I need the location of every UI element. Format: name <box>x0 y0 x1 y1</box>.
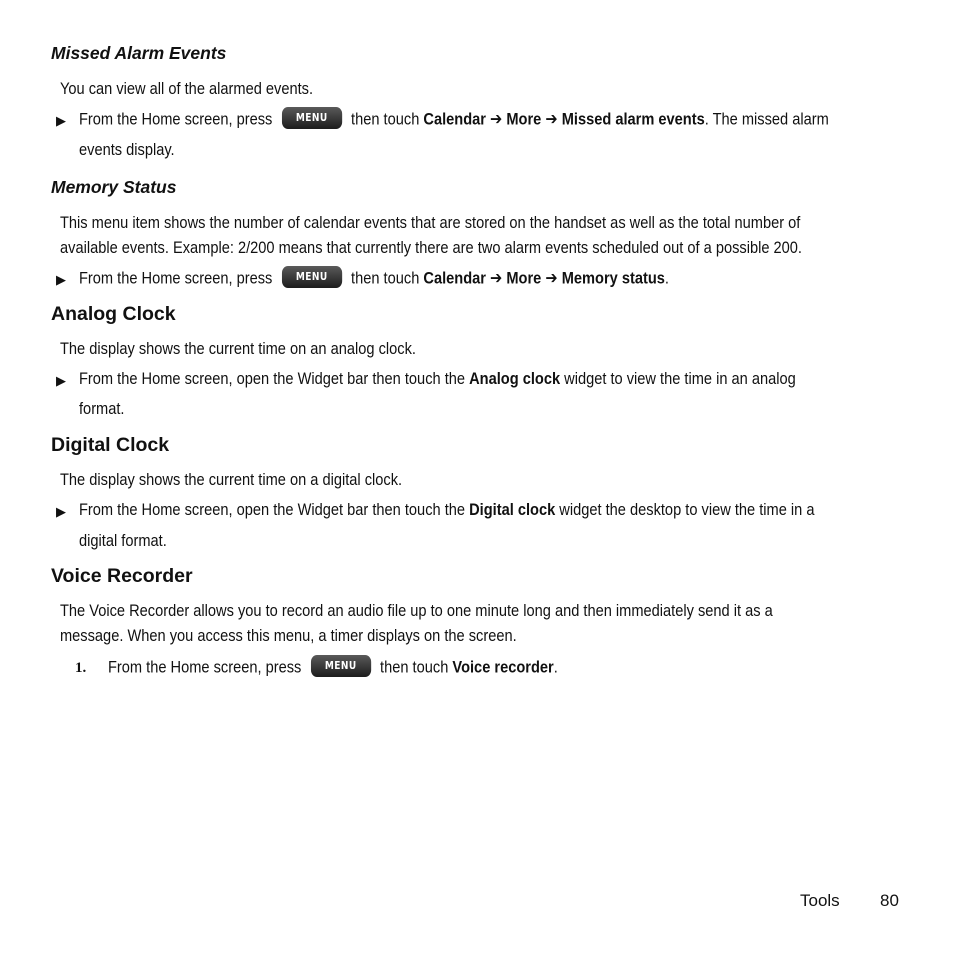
bullet-arrow-icon: ▶ <box>56 113 66 128</box>
bullet-arrow-icon: ▶ <box>56 373 66 388</box>
paragraph: The display shows the current time on an analog clock. <box>60 339 416 358</box>
step-text: . <box>553 657 558 677</box>
step-line <box>79 369 796 389</box>
step-number: 1. <box>75 660 87 676</box>
step-text: widget the desktop to view the time in a <box>559 500 815 519</box>
page-number: 80 <box>880 891 899 910</box>
step-text: widget to view the time in an analog <box>564 369 796 388</box>
step-continuation: digital format. <box>79 531 167 550</box>
paragraph: The display shows the current time on a digital clock. <box>60 470 403 489</box>
menu-key-icon: MENU <box>311 655 371 677</box>
step-text: . The missed alarm <box>704 109 829 129</box>
subheading-missed-alarm-events: Missed Alarm Events <box>51 43 227 63</box>
paragraph: You can view all of the alarmed events. <box>60 79 314 98</box>
paragraph: This menu item shows the number of calendar events that are stored on the handset as well as the total number of <box>60 213 801 232</box>
step-text: From the Home screen, press <box>108 657 302 677</box>
step-text: From the Home screen, open the Widget bar then touch the <box>79 500 466 519</box>
path-missed-alarm-events: Missed alarm events <box>561 109 705 129</box>
menu-key-icon: MENU <box>282 107 342 129</box>
step-text: From the Home screen, press <box>79 109 273 129</box>
step-line <box>108 657 558 679</box>
bullet-arrow-icon: ▶ <box>56 504 66 519</box>
step-text: then touch <box>380 657 449 677</box>
path-calendar: Calendar <box>423 268 486 288</box>
subheading-memory-status: Memory Status <box>51 177 177 197</box>
footer-section: Tools <box>800 891 840 910</box>
step-continuation: events display. <box>79 140 175 159</box>
step-line <box>79 109 829 131</box>
step-text: then touch <box>351 109 420 129</box>
path-more: More <box>506 268 542 288</box>
arrow-right-icon: ➔ <box>490 268 503 288</box>
step-text: then touch <box>351 268 420 288</box>
step-continuation: format. <box>79 399 125 418</box>
step-line <box>79 500 814 520</box>
step-text: From the Home screen, open the Widget bar then touch the <box>79 369 466 388</box>
target-voice-recorder: Voice recorder <box>452 657 554 677</box>
path-more: More <box>506 109 542 129</box>
paragraph: available events. Example: 2/200 means that currently there are two alarm events scheduled out of a possible 200. <box>60 238 802 257</box>
heading-voice-recorder: Voice Recorder <box>51 565 193 587</box>
paragraph: message. When you access this menu, a timer displays on the screen. <box>60 626 517 645</box>
heading-analog-clock: Analog Clock <box>51 303 176 325</box>
bullet-arrow-icon: ▶ <box>56 272 66 287</box>
path-calendar: Calendar <box>423 109 486 129</box>
heading-digital-clock: Digital Clock <box>51 434 170 456</box>
menu-key-icon: MENU <box>282 266 342 288</box>
step-text: From the Home screen, press <box>79 268 273 288</box>
arrow-right-icon: ➔ <box>545 109 558 129</box>
step-line <box>79 268 669 290</box>
widget-digital-clock: Digital clock <box>469 500 556 519</box>
widget-analog-clock: Analog clock <box>469 369 561 388</box>
step-text: . <box>664 268 669 288</box>
arrow-right-icon: ➔ <box>545 268 558 288</box>
arrow-right-icon: ➔ <box>490 109 503 129</box>
path-memory-status: Memory status <box>561 268 665 288</box>
paragraph: The Voice Recorder allows you to record an audio file up to one minute long and then immediately send it as a <box>60 601 773 620</box>
